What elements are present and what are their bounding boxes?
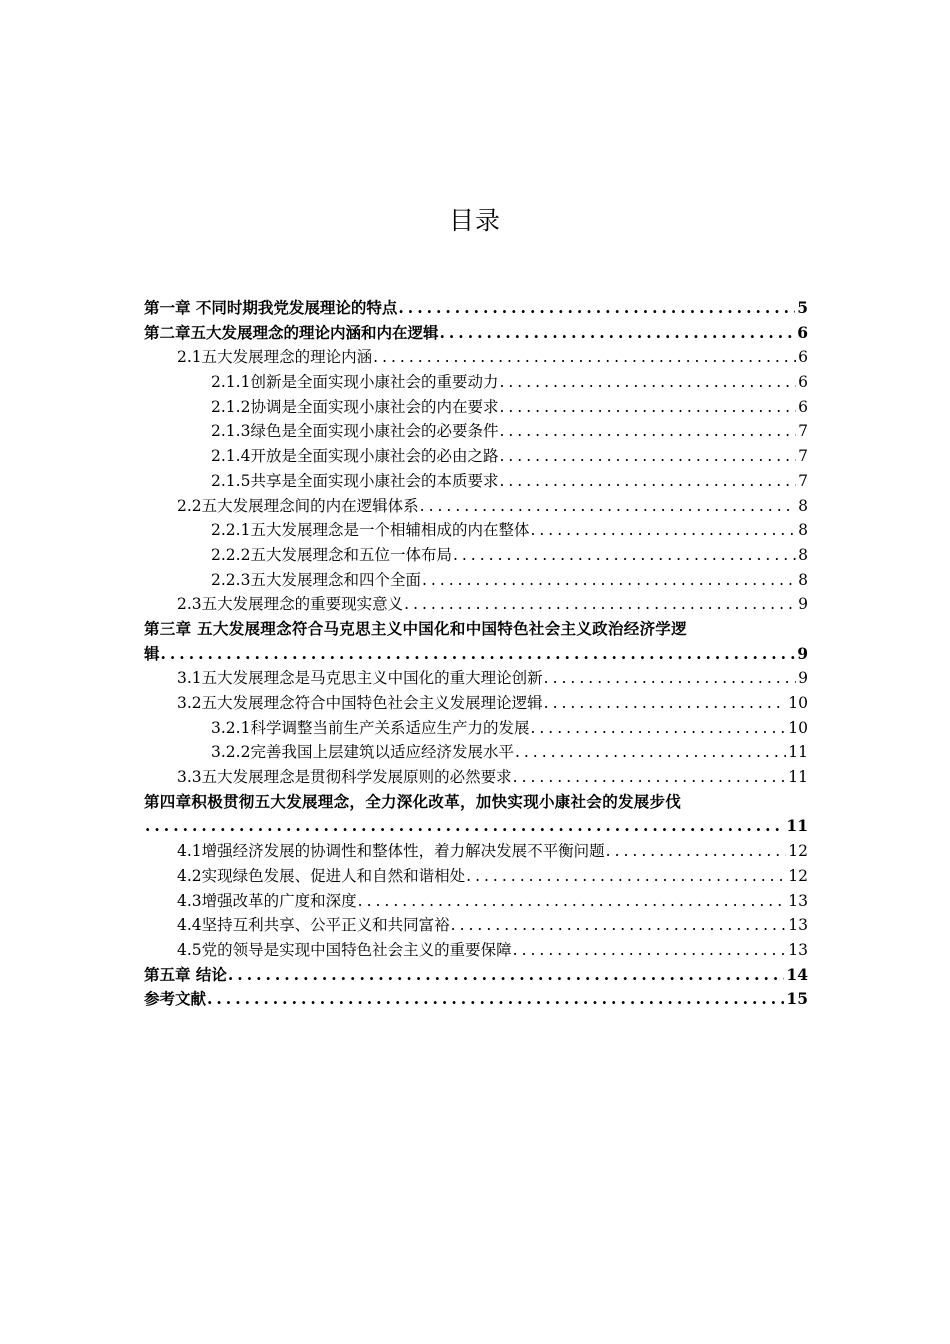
toc-page-number: 7	[798, 422, 808, 441]
toc-page-number: 12	[788, 866, 808, 885]
toc-entry[interactable]	[144, 963, 808, 988]
toc-dot-leader	[420, 494, 796, 519]
toc-entry[interactable]	[144, 543, 808, 568]
toc-page-number: 8	[798, 496, 808, 515]
toc-entry-text: 第三章 五大发展理念符合马克思主义中国化和中国特色社会主义政治经济学逻	[144, 618, 687, 638]
toc-dot-leader	[453, 543, 796, 568]
toc-entry[interactable]	[144, 444, 808, 469]
toc-entry[interactable]	[144, 419, 808, 444]
toc-page-number: 13	[788, 891, 808, 910]
toc-page-number: 5	[797, 298, 808, 317]
toc-dot-leader	[451, 913, 787, 938]
toc-entry-text: 第四章积极贯彻五大发展理念，全力深化改革，加快实现小康社会的发展步伐	[144, 791, 682, 811]
toc-dot-leader	[398, 296, 795, 321]
toc-page-number: 8	[798, 570, 808, 589]
toc-title: 目录	[448, 206, 501, 235]
toc-dot-leader	[499, 444, 796, 469]
toc-entry[interactable]	[144, 839, 808, 864]
toc-page-number: 6	[798, 397, 808, 416]
toc-entry[interactable]	[144, 938, 808, 963]
table-of-contents	[144, 296, 808, 1012]
toc-entry-text: 4.4坚持互利共享、公平正义和共同富裕	[177, 916, 450, 935]
toc-dot-leader	[404, 592, 796, 617]
toc-entry[interactable]	[144, 987, 808, 1012]
toc-entry[interactable]	[144, 716, 808, 741]
toc-dot-leader	[499, 395, 796, 420]
toc-entry[interactable]	[144, 370, 808, 395]
toc-dot-leader	[440, 321, 796, 346]
toc-entry-text: 2.1.4开放是全面实现小康社会的必由之路	[211, 447, 499, 466]
toc-dot-leader	[530, 716, 786, 741]
toc-page-number: 10	[788, 718, 808, 737]
toc-dot-leader	[606, 839, 787, 864]
toc-dot-leader	[207, 987, 784, 1012]
toc-page-number: 11	[788, 768, 808, 787]
toc-page-number: 7	[798, 447, 808, 466]
toc-entry[interactable]	[144, 765, 808, 790]
toc-page-number: 9	[798, 595, 808, 614]
toc-entry-text: 第一章 不同时期我党发展理论的特点	[144, 298, 398, 317]
toc-dot-leader	[530, 518, 796, 543]
toc-page-number: 11	[786, 816, 808, 836]
toc-entry-text: 3.2.1科学调整当前生产关系适应生产力的发展	[211, 718, 530, 737]
toc-entry-text: 4.5党的领导是实现中国特色社会主义的重要保障	[177, 940, 512, 959]
toc-entry-wrapped-line	[144, 617, 808, 642]
toc-entry-text: 2.1五大发展理念的理论内涵	[177, 348, 373, 367]
toc-entry[interactable]	[144, 913, 808, 938]
toc-dot-leader	[228, 963, 785, 988]
toc-entry[interactable]	[144, 518, 808, 543]
toc-entry-text: 第二章五大发展理念的理论内涵和内在逻辑	[144, 322, 439, 342]
toc-entry[interactable]	[144, 345, 808, 370]
toc-entry-text: 2.3五大发展理念的重要现实意义	[177, 595, 404, 614]
toc-entry-text: 3.2.2完善我国上层建筑以适应经济发展水平	[211, 743, 514, 762]
toc-entry[interactable]	[144, 740, 808, 765]
toc-dot-leader	[145, 814, 784, 839]
toc-dot-leader	[499, 370, 796, 395]
toc-entry[interactable]	[144, 321, 808, 346]
toc-page-number: 9	[798, 669, 808, 688]
toc-dot-leader	[544, 691, 787, 716]
toc-entry[interactable]	[144, 642, 808, 667]
toc-page-number: 15	[786, 989, 808, 1009]
toc-dot-leader	[513, 938, 787, 963]
toc-dot-leader	[499, 469, 796, 494]
toc-entry[interactable]	[144, 568, 808, 593]
toc-dot-leader	[515, 740, 786, 765]
toc-entry[interactable]	[144, 691, 808, 716]
toc-dot-leader	[513, 765, 787, 790]
toc-entry[interactable]	[144, 666, 808, 691]
toc-page-number: 11	[788, 743, 808, 762]
toc-entry-text: 2.1.1创新是全面实现小康社会的重要动力	[211, 373, 499, 392]
toc-entry-text: 3.1五大发展理念是马克思主义中国化的重大理论创新	[177, 669, 543, 688]
toc-dot-leader	[161, 642, 796, 667]
toc-page-number: 8	[798, 545, 808, 564]
toc-entry-text: 4.1增强经济发展的协调性和整体性，着力解决发展不平衡问题	[177, 842, 605, 861]
toc-entry-text: 辑	[144, 643, 160, 663]
toc-page-number: 12	[788, 842, 808, 861]
toc-dot-leader	[358, 889, 787, 914]
toc-entry-text: 2.1.2协调是全面实现小康社会的内在要求	[211, 397, 499, 416]
toc-entry-text: 2.2.3五大发展理念和四个全面	[211, 570, 421, 589]
toc-entry[interactable]	[144, 592, 808, 617]
toc-dot-leader	[373, 345, 796, 370]
toc-entry[interactable]	[144, 469, 808, 494]
toc-entry-text: 2.2五大发展理念间的内在逻辑体系	[177, 496, 419, 515]
toc-entry[interactable]	[144, 395, 808, 420]
toc-entry[interactable]	[144, 814, 808, 839]
toc-entry-wrapped-line	[144, 790, 808, 815]
toc-page-number: 6	[798, 373, 808, 392]
toc-page-number: 14	[786, 964, 808, 984]
toc-entry-text: 2.2.1五大发展理念是一个相辅相成的内在整体	[211, 521, 530, 540]
toc-entry-text: 参考文献	[144, 989, 207, 1009]
toc-entry[interactable]	[144, 864, 808, 889]
toc-entry-text: 2.2.2五大发展理念和五位一体布局	[211, 545, 452, 564]
toc-entry[interactable]	[144, 889, 808, 914]
toc-entry-text: 2.1.3绿色是全面实现小康社会的必要条件	[211, 422, 499, 441]
toc-page-number: 10	[788, 694, 808, 712]
toc-dot-leader	[499, 419, 796, 444]
toc-dot-leader	[466, 864, 786, 889]
toc-entry-text: 4.3增强改革的广度和深度	[177, 891, 357, 910]
toc-page-number: 6	[797, 322, 808, 342]
toc-page-number: 13	[788, 940, 808, 959]
toc-entry-text: 2.1.5共享是全面实现小康社会的本质要求	[211, 471, 499, 490]
toc-entry-text: 第五章 结论	[144, 964, 227, 984]
toc-entry[interactable]	[144, 296, 808, 321]
toc-page-number: 13	[788, 916, 808, 935]
toc-page-number: 6	[798, 348, 808, 367]
toc-entry[interactable]	[144, 494, 808, 519]
toc-entry-text: 4.2实现绿色发展、促进人和自然和谐相处	[177, 866, 466, 885]
toc-page-number: 9	[797, 643, 808, 663]
toc-dot-leader	[422, 568, 796, 593]
toc-dot-leader	[544, 666, 796, 691]
toc-entry-text: 3.2五大发展理念符合中国特色社会主义发展理论逻辑	[177, 694, 543, 712]
toc-page-number: 8	[798, 521, 808, 540]
toc-page-number: 7	[798, 471, 808, 490]
toc-entry-text: 3.3五大发展理念是贯彻科学发展原则的必然要求	[177, 768, 512, 787]
